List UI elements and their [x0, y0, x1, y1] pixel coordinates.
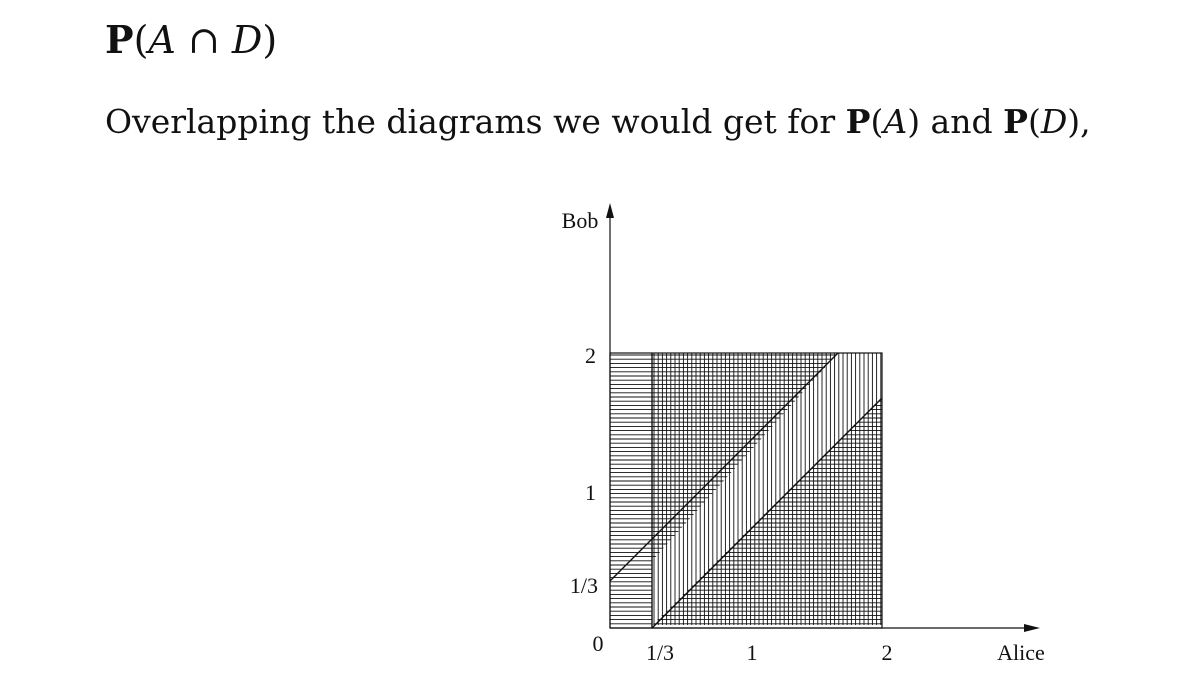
heading-close-paren: ): [262, 18, 278, 62]
x-tick-label-3: 2: [881, 640, 893, 665]
intro-paren-open-a: (: [870, 102, 884, 141]
intro-paren-close-a: ): [907, 102, 921, 141]
intro-event-d: D: [1040, 102, 1068, 141]
y-tick-label-2: 2: [585, 343, 596, 368]
x-tick-label-1: 1/3: [645, 640, 675, 665]
y-tick-label-0: 1/3: [569, 573, 598, 598]
y-axis-label: Bob: [561, 208, 599, 233]
x-axis-label: Alice: [997, 640, 1045, 665]
x-axis-arrow-icon: [1024, 624, 1040, 632]
diagonal-upper: [610, 353, 838, 581]
y-axis-arrow-icon: [606, 203, 614, 218]
intro-prob-symbol-1: P: [845, 102, 871, 141]
intro-event-a: A: [883, 102, 908, 141]
heading-event-a: A: [148, 18, 176, 62]
heading-intersection: ∩: [175, 18, 232, 62]
intro-prob-symbol-2: P: [1003, 102, 1028, 141]
intro-paren-open-d: (: [1027, 102, 1041, 141]
x-tick-label-0: 0: [592, 631, 604, 656]
y-tick-label-1: 1: [585, 480, 596, 505]
x-tick-label-2: 1: [746, 640, 758, 665]
heading-event-d: D: [231, 18, 263, 62]
heading-prob-symbol: P: [105, 17, 134, 62]
intro-text-before: Overlapping the diagrams we would get for: [105, 102, 846, 141]
heading-open-paren: (: [133, 18, 149, 62]
intro-paren-close-d: ),: [1067, 102, 1091, 141]
intro-text-middle: and: [920, 102, 1004, 141]
